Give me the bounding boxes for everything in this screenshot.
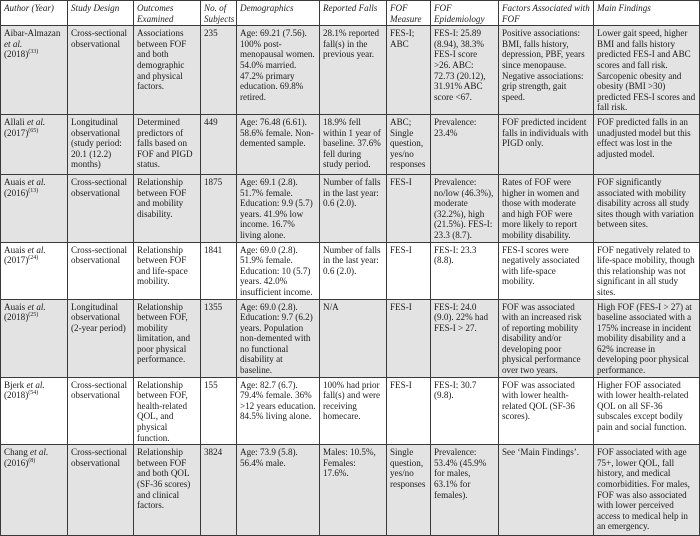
table-row	[1, 242, 700, 299]
main-findings-cell: Higher FOF associated with lower health-related QOL on all SF-36 subscales except bodily pain and social function.	[594, 377, 700, 445]
header-study-design: Study Design	[68, 1, 134, 26]
author-year-cell	[1, 242, 68, 299]
author-year-cell	[1, 174, 68, 242]
reference-number: (54)	[28, 390, 39, 397]
reported-falls-cell: Males: 10.5%, Females: 17.6%.	[320, 445, 387, 536]
study-design-cell: Longitudinal observational (2-year period)	[68, 299, 134, 377]
table-row	[1, 174, 700, 242]
fof-epidemiology-cell: FES-I: 23.3 (8.8).	[431, 242, 499, 299]
author-year-cell	[1, 445, 68, 536]
et-al: et al.	[27, 301, 46, 312]
main-findings-cell: FOF significantly associated with mobility disability across all study sites though with variation between sites.	[594, 174, 700, 242]
reference-number: (24)	[28, 255, 39, 262]
factors-cell: FES-I scores were negatively associated with life-space mobility.	[499, 242, 594, 299]
table-row	[1, 26, 700, 115]
study-design-cell: Cross-sectional observational	[68, 242, 134, 299]
subjects-cell: 449	[201, 114, 237, 174]
reported-falls-cell: 28.1% reported fall(s) in the previous year.	[320, 26, 387, 115]
subjects-cell: 1875	[201, 174, 237, 242]
year: (2018)	[4, 312, 29, 323]
author-year-cell	[1, 299, 68, 377]
table-row	[1, 114, 700, 174]
author-year-cell	[1, 377, 68, 445]
fof-measure-cell: Single question, yes/no responses	[387, 445, 431, 536]
reported-falls-cell: 18.9% fell within 1 year of baseline. 37.6% fell during study period.	[320, 114, 387, 174]
reported-falls-cell: N/A	[320, 299, 387, 377]
outcomes-cell: Relationship between FOF and mobility disability.	[134, 174, 201, 242]
author-name: Bjerk	[4, 379, 25, 390]
demographics-cell: Age: 82.7 (6.7). 79.4% female. 36% >12 years education. 84.5% living alone.	[237, 377, 320, 445]
outcomes-cell: Relationship between FOF and both QOL (SF-36 scores) and clinical factors.	[134, 445, 201, 536]
et-al: et al.	[26, 379, 45, 390]
subjects-cell: 1841	[201, 242, 237, 299]
factors-cell: Positive associations: BMI, falls history, depression, PBF, years since menopause. Negative associations: grip strength, gait speed.	[499, 26, 594, 115]
header-fof-measure: FOF Measure	[387, 1, 431, 26]
fof-epidemiology-cell: Prevalence: 53.4% (45.9% for males, 63.1% for females).	[431, 445, 499, 536]
header-reported-falls: Reported Falls	[320, 1, 387, 26]
reported-falls-cell: Number of falls in the last year: 0.6 (2.0).	[320, 242, 387, 299]
study-design-cell: Cross-sectional observational	[68, 445, 134, 536]
factors-cell: FOF was associated with an increased risk of reporting mobility disability and/or developing poor physical performance over two years.	[499, 299, 594, 377]
reference-number: (33)	[28, 49, 39, 56]
demographics-cell: Age: 69.21 (7.56). 100% post-menopausal women. 54.0% married. 47.2% primary education. 69.8% retired.	[237, 26, 320, 115]
fof-epidemiology-cell: FES-I: 24.0 (9.0). 22% had FES-I > 27.	[431, 299, 499, 377]
fof-measure-cell: ABC; Single question, yes/no responses	[387, 114, 431, 174]
author-year-cell	[1, 114, 68, 174]
header-row	[1, 1, 700, 26]
year: (2016)	[4, 457, 29, 468]
header-author-year: Author (Year)	[1, 1, 68, 26]
fof-measure-cell: FES-I	[387, 377, 431, 445]
factors-cell: Rates of FOF were higher in women and those with moderate and high FOF were more likely to report mobility disability.	[499, 174, 594, 242]
header-demographics: Demographics	[237, 1, 320, 26]
et-al: et al.	[27, 244, 46, 255]
subjects-cell: 1355	[201, 299, 237, 377]
subjects-cell: 235	[201, 26, 237, 115]
demographics-cell: Age: 69.1 (2.8). 51.7% female. Education: 9.9 (5.7) years. 41.9% low income. 16.7% living alone.	[237, 174, 320, 242]
outcomes-cell: Relationship between FOF, mobility limitation, and poor physical performance.	[134, 299, 201, 377]
et-al: et al.	[27, 176, 46, 187]
main-findings-cell: FOF associated with age 75+, lower QOL, fall history, and medical comorbidities. For males, FOF was also associated with lower perceived access to medical help in an emergency.	[594, 445, 700, 536]
factors-cell: FOF was associated with lower health-related QOL (SF-36 scores).	[499, 377, 594, 445]
study-design-cell: Cross-sectional observational	[68, 174, 134, 242]
factors-cell: FOF predicted incident falls in individuals with PIGD only.	[499, 114, 594, 174]
table-row	[1, 377, 700, 445]
author-name: Chang	[4, 447, 28, 458]
main-findings-cell: Lower gait speed, higher BMI and falls history predicted FES-I and ABC scores and fall risk. Sarcopenic obesity and obesity (BMI >30) predicted FES-I scores and fall risk.	[594, 26, 700, 115]
main-findings-cell: FOF predicted falls in an unadjusted model but this effect was lost in the adjusted model.	[594, 114, 700, 174]
table-row	[1, 299, 700, 377]
main-findings-cell: FOF negatively related to life-space mobility, though this relationship was not significant in all study sites.	[594, 242, 700, 299]
outcomes-cell: Associations between FOF and both demographic and physical factors.	[134, 26, 201, 115]
year: (2016)	[4, 187, 29, 198]
reference-number: (25)	[28, 312, 39, 319]
reported-falls-cell: 100% had prior fall(s) and were receiving homecare.	[320, 377, 387, 445]
header-main-findings: Main Findings	[594, 1, 700, 26]
fof-epidemiology-cell: Prevalence: no/low (46.3%), moderate (32.2%), high (21.5%). FES-I: 23.3 (8.7).	[431, 174, 499, 242]
fof-epidemiology-cell: FES-I: 25.89 (8.94), 38.3% FES-I score >26. ABC: 72.73 (20.12), 31.91% ABC score <67.	[431, 26, 499, 115]
outcomes-cell: Relationship between FOF, health-related QOL, and physical function.	[134, 377, 201, 445]
year: (2017)	[4, 255, 29, 266]
author-name: Auais	[4, 176, 26, 187]
study-design-cell: Cross-sectional observational	[68, 377, 134, 445]
main-findings-cell: High FOF (FES-I > 27) at baseline associated with a 175% increase in incident mobility disability and a 62% increase in developing poor physical performance.	[594, 299, 700, 377]
year: (2017)	[4, 127, 29, 138]
author-year-cell	[1, 26, 68, 115]
reference-number: (8)	[28, 457, 36, 464]
reference-number: (65)	[28, 127, 39, 134]
author-name: Aibar-Almazan	[4, 28, 61, 39]
header-outcomes-examined: Outcomes Examined	[134, 1, 201, 26]
outcomes-cell: Relationship between FOF and life-space mobility.	[134, 242, 201, 299]
author-name: Allali	[4, 116, 25, 127]
fof-measure-cell: FES-I	[387, 174, 431, 242]
header-no-of-subjects: No. of Subjects	[201, 1, 237, 26]
study-design-cell: Cross-sectional observational	[68, 26, 134, 115]
table-row	[1, 445, 700, 536]
author-name: Auais	[4, 244, 26, 255]
fof-measure-cell: FES-I	[387, 299, 431, 377]
reported-falls-cell: Number of falls in the last year: 0.6 (2.0).	[320, 174, 387, 242]
year: (2018)	[4, 49, 29, 60]
et-al: et al.	[30, 447, 49, 458]
fof-epidemiology-cell: FES-I: 30.7 (9.8).	[431, 377, 499, 445]
fof-measure-cell: FES-I; ABC	[387, 26, 431, 115]
et-al: et al.	[27, 116, 46, 127]
factors-cell: See ‘Main Findings’.	[499, 445, 594, 536]
outcomes-cell: Determined predictors of falls based on FOF and PIGD status.	[134, 114, 201, 174]
header-factors-associated: Factors Associated with FOF	[499, 1, 594, 26]
subjects-cell: 3824	[201, 445, 237, 536]
year: (2018)	[4, 390, 29, 401]
demographics-cell: Age: 69.0 (2.8). 51.9% female. Education: 10 (5.7) years. 42.0% insufficient income.	[237, 242, 320, 299]
demographics-cell: Age: 69.0 (2.8). Education: 9.7 (6.2) years. Population non-demented with no functional disability at baseline.	[237, 299, 320, 377]
demographics-cell: Age: 73.9 (5.8). 56.4% male.	[237, 445, 320, 536]
fof-epidemiology-cell: Prevalence: 23.4%	[431, 114, 499, 174]
et-al: et al.	[4, 38, 23, 49]
study-design-cell: Longitudinal observational (study period: 20.1 (12.2) months)	[68, 114, 134, 174]
subjects-cell: 155	[201, 377, 237, 445]
reference-number: (13)	[28, 187, 39, 194]
header-fof-epidemiology: FOF Epidemiology	[431, 1, 499, 26]
author-name: Auais	[4, 301, 26, 312]
demographics-cell: Age: 76.48 (6.61). 58.6% female. Non-demented sample.	[237, 114, 320, 174]
fof-measure-cell: FES-I	[387, 242, 431, 299]
